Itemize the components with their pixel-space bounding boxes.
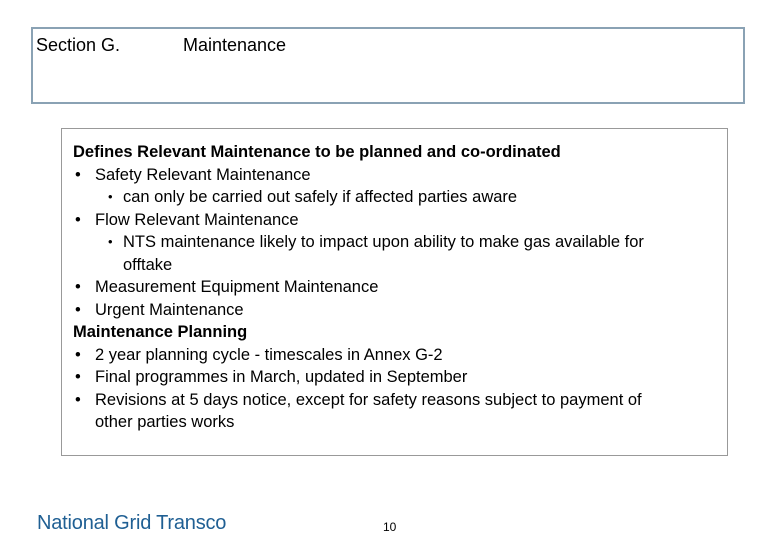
sub-list-item-text: can only be carried out safely if affected parties aware: [123, 188, 518, 206]
list-item: [73, 366, 723, 389]
heading-relevant-maintenance: Defines Relevant Maintenance to be planned and co-ordinated: [73, 143, 561, 161]
sub-list-item-continuation: offtake: [123, 255, 173, 274]
list-item: [73, 344, 723, 367]
sub-list-item-text: NTS maintenance likely to impact upon ability to make gas available for: [123, 233, 644, 251]
bullet-icon: •: [75, 390, 81, 409]
page-number: 10: [383, 520, 397, 534]
list-item-text: 2 year planning cycle - timescales in Annex G-2: [95, 345, 443, 364]
bullet-icon: •: [75, 368, 81, 386]
list-item-text: Measurement Equipment Maintenance: [95, 278, 379, 296]
list-item: [73, 276, 723, 299]
bullet-icon: •: [75, 300, 81, 319]
list-item: [73, 209, 723, 232]
heading-maintenance-planning: Maintenance Planning: [73, 323, 248, 341]
bullet-icon: •: [75, 278, 81, 296]
page-title: Maintenance: [183, 35, 287, 55]
title-box: [31, 27, 745, 104]
list-item: [73, 389, 723, 412]
list-item-text: Safety Relevant Maintenance: [95, 165, 311, 184]
list-item-text: Revisions at 5 days notice, except for safety reasons subject to payment of: [95, 390, 642, 409]
bullet-icon: •: [108, 234, 113, 249]
section-label: Section G.: [36, 35, 121, 55]
list-item: [73, 299, 723, 322]
company-logo: National Grid Transco: [37, 512, 227, 534]
sub-list-item: [73, 186, 723, 209]
bullet-icon: •: [75, 345, 81, 364]
list-item-continuation: other parties works: [95, 413, 235, 431]
list-item-text: Urgent Maintenance: [95, 300, 244, 319]
content-body: [73, 141, 723, 434]
bullet-icon: •: [108, 189, 113, 204]
list-item-text: Flow Relevant Maintenance: [95, 210, 299, 229]
bullet-icon: •: [75, 165, 81, 184]
list-item-text: Final programmes in March, updated in September: [95, 368, 468, 386]
list-item: [73, 164, 723, 187]
sub-list-item: [73, 231, 723, 254]
bullet-icon: •: [75, 210, 81, 229]
